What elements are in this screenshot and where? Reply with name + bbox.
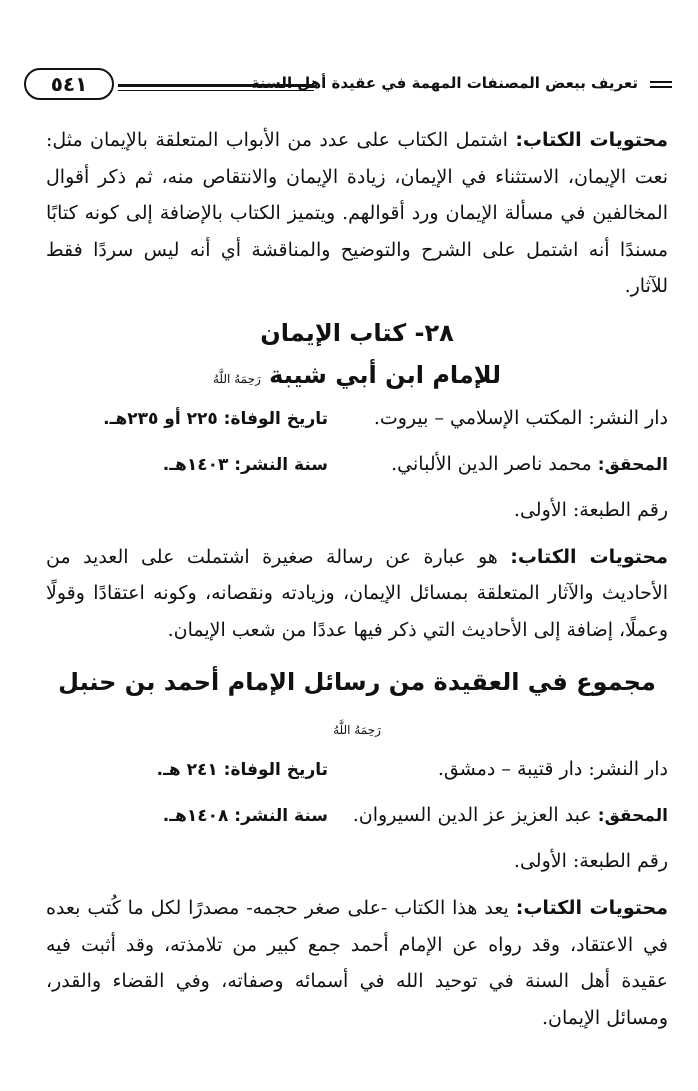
book-majmu-editor bbox=[353, 804, 668, 826]
edition-value: الأولى. bbox=[513, 498, 573, 521]
year-value: ١٤٠٨هـ. bbox=[162, 806, 235, 826]
book-majmu-publisher bbox=[438, 758, 668, 780]
book-majmu-heading bbox=[46, 660, 668, 752]
book-28-editor bbox=[391, 453, 668, 475]
book-28-publisher bbox=[374, 407, 668, 429]
book-majmu-death bbox=[157, 758, 328, 780]
death-label: تاريخ الوفاة: bbox=[223, 408, 328, 429]
book-28-heading: ٢٨- كتاب الإيمان bbox=[260, 318, 454, 347]
header-title: تعريف ببعض المصنفات المهمة في عقيدة أهل السنة bbox=[250, 74, 638, 92]
contents-label: محتويات الكتاب: bbox=[510, 545, 668, 568]
book-28-author bbox=[46, 353, 668, 401]
contents-text: يعد هذا الكتاب -على صغر حجمه- مصدرًا لكل ما كُتب بعده في الاعتقاد، وقد رواه عن الإمام أحمد جمع كبير من تلامذته، وقد أثبت فيه عقيدة أهل السنة في توحيد الله في أسمائه وصفاته، وفي القضاء والقدر، ومسائل الإيمان. bbox=[46, 897, 668, 1029]
edition-value: الأولى. bbox=[513, 850, 573, 872]
book-majmu-row-1 bbox=[46, 758, 668, 798]
death-value: ٢٤١ هـ. bbox=[156, 760, 224, 780]
book-28-death bbox=[103, 407, 328, 429]
publisher-label: دار النشر: bbox=[588, 758, 668, 780]
book-majmu-contents bbox=[46, 890, 668, 1036]
header-rule bbox=[118, 84, 314, 91]
book-majmu-row-2 bbox=[46, 804, 668, 844]
book-28-year bbox=[163, 453, 328, 475]
book-28-author-name: للإمام ابن أبي شيبة bbox=[269, 360, 502, 389]
publisher-value: دار قتيبة – دمشق. bbox=[437, 758, 589, 780]
header-ornament bbox=[650, 81, 672, 91]
year-label: سنة النشر: bbox=[234, 806, 328, 826]
editor-label: المحقق: bbox=[597, 454, 668, 475]
book-majmu-title: مجموع في العقيدة من رسائل الإمام أحمد بن حنبل bbox=[58, 668, 656, 696]
year-label: سنة النشر: bbox=[234, 454, 328, 475]
book-majmu-year bbox=[163, 804, 328, 826]
book-28-honorific: رَحِمَهُ اللَّهُ bbox=[212, 371, 261, 386]
book-28-row-2 bbox=[46, 453, 668, 493]
intro-text: اشتمل الكتاب على عدد من الأبواب المتعلقة بالإيمان مثل: نعت الإيمان، الاستثناء في الإيمان، زيادة الإيمان والانتقاص منه، ثم ذكر أقوال المخالفين في مسألة الإيمان ورد أقوالهم. ويتميز الكتاب بالإضافة إلى كونه كتابًا مسندًا أنه اشتمل على الشرح والتوضيح والمناقشة أي أنه ليس سردًا فقط للآثار. bbox=[46, 129, 668, 297]
editor-value: محمد ناصر الدين الألباني. bbox=[391, 452, 598, 475]
contents-label: محتويات الكتاب: bbox=[515, 897, 668, 919]
death-value: ٢٢٥ أو ٢٣٥هـ. bbox=[103, 408, 224, 429]
editor-label: المحقق: bbox=[597, 806, 668, 826]
edition-label: رقم الطبعة: bbox=[572, 850, 668, 872]
book-28-contents bbox=[46, 539, 668, 649]
intro-label: محتويات الكتاب: bbox=[515, 129, 668, 151]
intro-paragraph bbox=[46, 122, 668, 305]
contents-text: هو عبارة عن رسالة صغيرة اشتملت على العديد من الأحاديث والآثار المتعلقة بمسائل الإيمان، وزيادته ونقصانه، وكونه اعتقادًا وقولًا وعملًا، إضافة إلى الأحاديث التي ذكر فيها عددًا من شعب الإيمان. bbox=[46, 545, 668, 641]
year-value: ١٤٠٣هـ. bbox=[162, 454, 235, 475]
death-label: تاريخ الوفاة: bbox=[223, 760, 328, 780]
book-28-row-1 bbox=[46, 407, 668, 447]
page-content bbox=[46, 122, 668, 1036]
editor-value: عبد العزيز عز الدين السيروان. bbox=[352, 804, 598, 826]
book-28-edition bbox=[46, 499, 668, 539]
book-majmu-honorific: رَحِمَهُ اللَّهُ bbox=[333, 723, 381, 737]
running-header bbox=[22, 66, 672, 106]
page-number: ٥٤١ bbox=[24, 68, 114, 100]
publisher-label: دار النشر: bbox=[588, 406, 668, 429]
book-majmu-edition bbox=[46, 850, 668, 890]
publisher-value: المكتب الإسلامي – بيروت. bbox=[373, 406, 589, 429]
edition-label: رقم الطبعة: bbox=[572, 498, 668, 521]
